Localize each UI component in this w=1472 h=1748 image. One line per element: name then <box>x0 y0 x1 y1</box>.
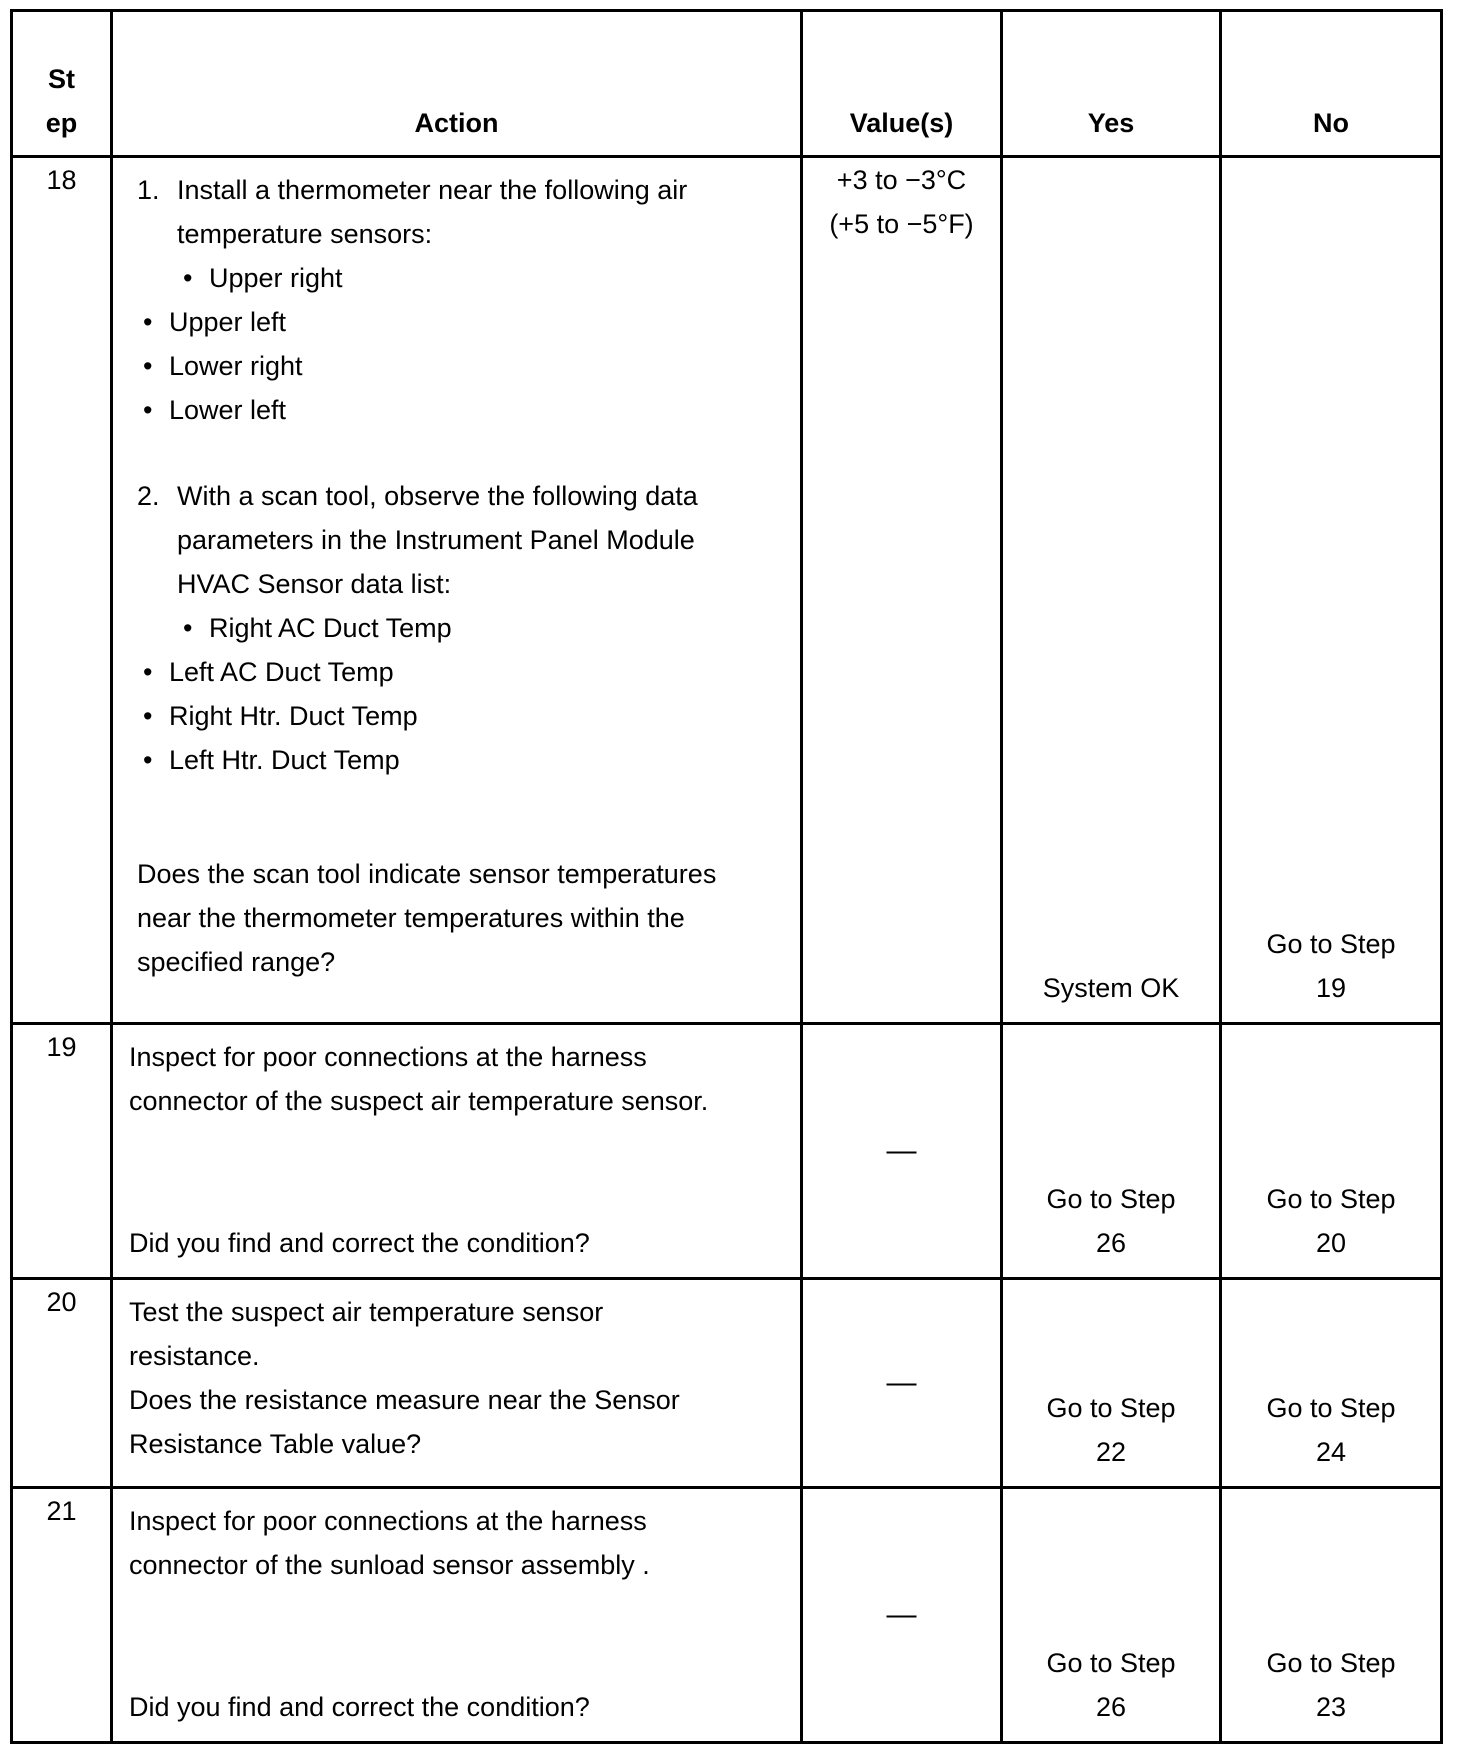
value-cell <box>802 1488 1002 1743</box>
no-result-line-1: Go to Step <box>1266 1184 1396 1214</box>
value-cell <box>802 1024 1002 1279</box>
no-result-line-2: 20 <box>1315 1228 1347 1258</box>
step-number: 20 <box>12 1279 112 1488</box>
no-result-line-2: 19 <box>1315 973 1347 1003</box>
action-cell <box>112 1488 802 1743</box>
action-question: Did you find and correct the condition? <box>129 1228 590 1258</box>
action-cell <box>112 157 802 1024</box>
yes-result-line-2: 26 <box>1095 1692 1127 1722</box>
value-dash: — <box>886 1598 917 1631</box>
list-item: • Lower left <box>143 395 287 425</box>
list-item: • Upper right <box>183 263 343 293</box>
step-number: 18 <box>12 157 112 1024</box>
list-item: • Left Htr. Duct Temp <box>143 745 400 775</box>
action-text: Test the suspect air temperature sensor resistance. <box>129 1297 604 1371</box>
list-item: • Right Htr. Duct Temp <box>143 701 418 731</box>
action-cell <box>112 1024 802 1279</box>
step-number: 19 <box>12 1024 112 1279</box>
action-text: Inspect for poor connections at the harness connector of the suspect air temperature sensor. <box>129 1042 709 1116</box>
yes-result-line-1: Go to Step <box>1046 1184 1176 1214</box>
yes-cell <box>1002 1024 1221 1279</box>
action-text: Inspect for poor connections at the harness connector of the sunload sensor assembly . <box>129 1506 650 1580</box>
list-item: • Right AC Duct Temp <box>183 613 452 643</box>
action-question: Did you find and correct the condition? <box>129 1692 590 1722</box>
diagnostic-steps-table <box>10 9 1443 1744</box>
value-line-1: +3 to −3°C <box>836 165 967 195</box>
table-row-step-19 <box>12 1024 1442 1279</box>
yes-result-line-1: Go to Step <box>1046 1393 1176 1423</box>
value-line-2: (+5 to −5°F) <box>829 209 974 239</box>
action-question: Does the resistance measure near the Sensor Resistance Table value? <box>129 1385 680 1459</box>
header-step: St ep <box>12 11 112 157</box>
value-cell <box>802 1279 1002 1488</box>
list-item: • Upper left <box>143 307 287 337</box>
no-cell <box>1221 1024 1442 1279</box>
header-values: Value(s) <box>802 11 1002 157</box>
yes-result-line-1: Go to Step <box>1046 1648 1176 1678</box>
yes-cell <box>1002 1279 1221 1488</box>
value-dash: — <box>886 1366 917 1399</box>
header-yes: Yes <box>1002 11 1221 157</box>
yes-result: System OK <box>1042 973 1180 1003</box>
table-header-row <box>12 11 1442 157</box>
no-result-line-1: Go to Step <box>1266 1393 1396 1423</box>
table-row-step-20 <box>12 1279 1442 1488</box>
yes-result-line-2: 22 <box>1095 1437 1127 1467</box>
header-action: Action <box>112 11 802 157</box>
table-row-step-21 <box>12 1488 1442 1743</box>
no-result-line-1: Go to Step <box>1266 929 1396 959</box>
header-no: No <box>1221 11 1442 157</box>
no-result-line-2: 24 <box>1315 1437 1347 1467</box>
yes-cell <box>1002 157 1221 1024</box>
yes-cell <box>1002 1488 1221 1743</box>
value-dash: — <box>886 1134 917 1167</box>
yes-result-line-2: 26 <box>1095 1228 1127 1258</box>
no-cell <box>1221 1488 1442 1743</box>
list-item: • Left AC Duct Temp <box>143 657 394 687</box>
action-cell <box>112 1279 802 1488</box>
no-cell <box>1221 157 1442 1024</box>
value-cell <box>802 157 1002 1024</box>
no-cell <box>1221 1279 1442 1488</box>
step-number: 21 <box>12 1488 112 1743</box>
action-question: Does the scan tool indicate sensor temperatures near the thermometer temperatures within the specified range? <box>137 859 717 977</box>
no-result-line-1: Go to Step <box>1266 1648 1396 1678</box>
list-item: • Lower right <box>143 351 303 381</box>
action-item-2: 2. With a scan tool, observe the following data parameters in the Instrument Panel Module HVAC Sensor data list: <box>137 481 698 599</box>
table-row-step-18 <box>12 157 1442 1024</box>
no-result-line-2: 23 <box>1315 1692 1347 1722</box>
action-item-1: 1. Install a thermometer near the following air temperature sensors: <box>137 175 688 249</box>
